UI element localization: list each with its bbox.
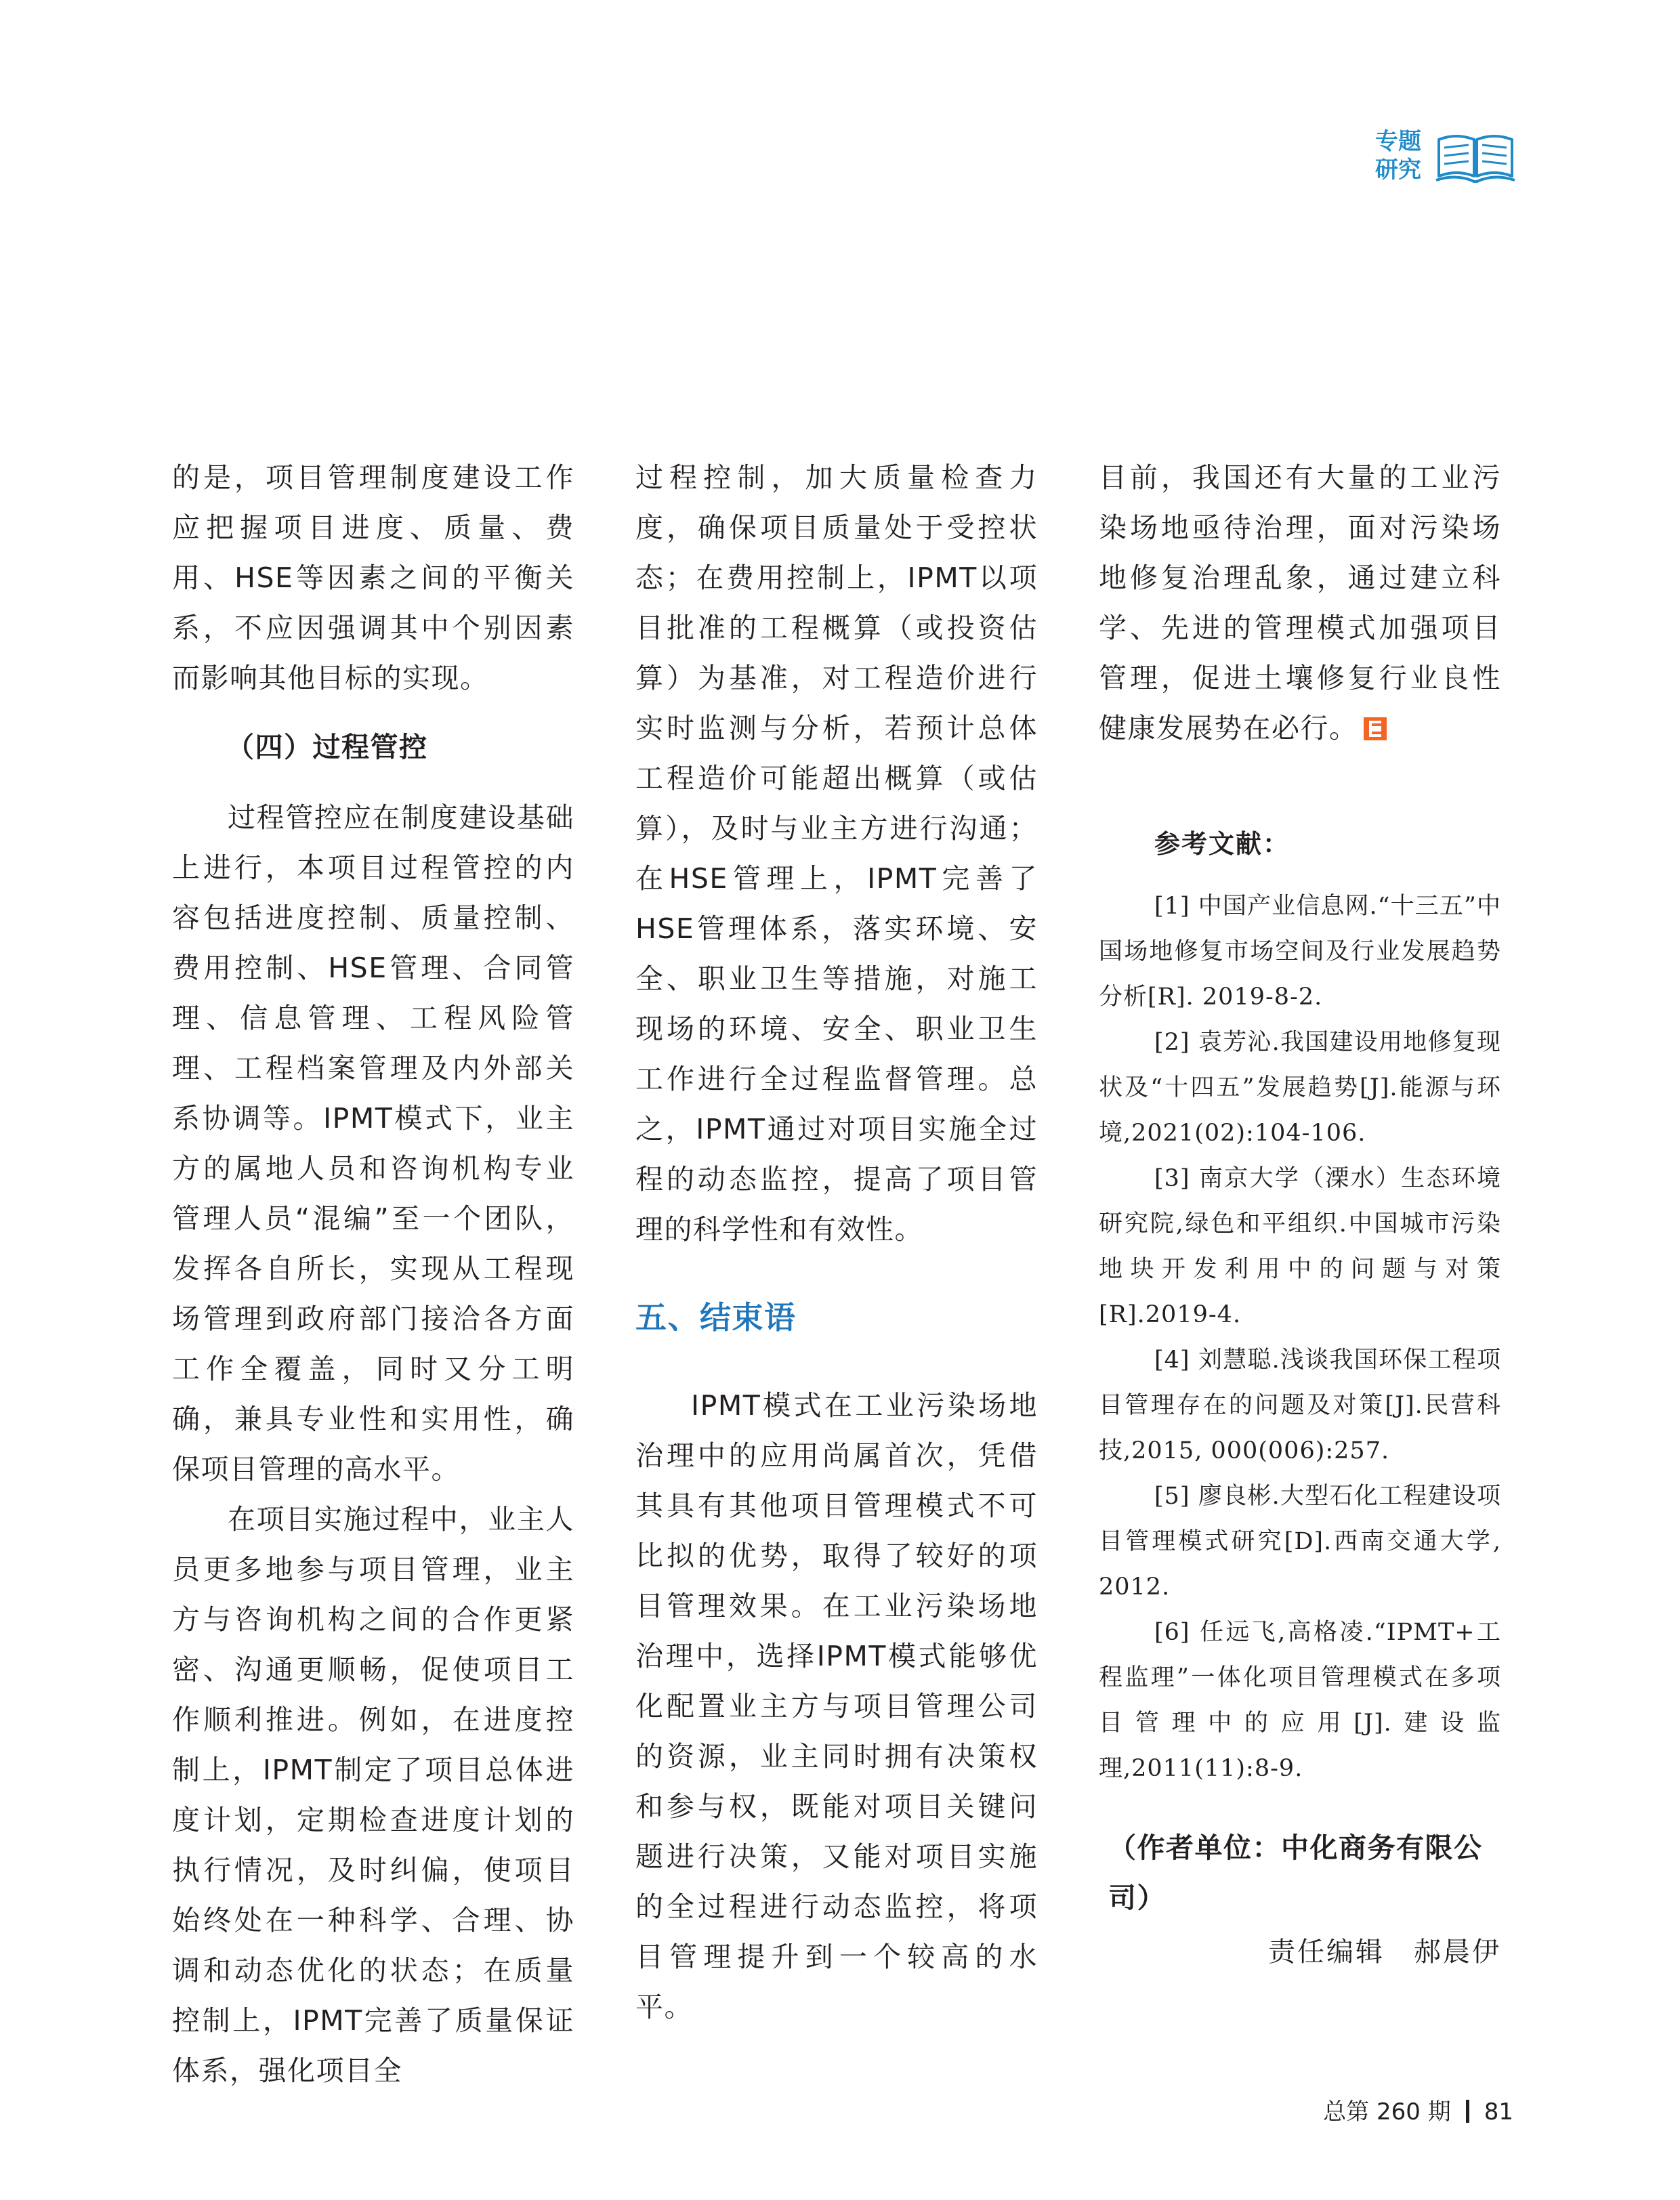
page-footer (1323, 2093, 1513, 2126)
col1-paragraph-3: 在项目实施过程中，业主人员更多地参与项目管理，业主方与咨询机构之间的合作更紧密、沟通更顺畅，促使项目工作顺利推进。例如，在进度控制上，IPMT制定了项目总体进度计划，定期检查进度计划的执行情况，及时纠偏，使项目始终处在一种科学、合理、协调和动态优化的状态；在质量控制上，IPMT完善了质量保证体系，强化项目全 (172, 1503, 574, 2087)
footer-separator (1466, 2100, 1469, 2123)
section-tag-text (1375, 127, 1436, 184)
reference-item: [1] 中国产业信息网.“十三五”中国场地修复市场空间及行业发展趋势分析[R]. 2019-8-2. (1099, 893, 1501, 1011)
references-title: 参考文献： (1154, 828, 1290, 859)
column-2 (635, 452, 1038, 2032)
column-1 (172, 452, 574, 2096)
reference-item: [5] 廖良彬.大型石化工程建设项目管理模式研究[D].西南交通大学, 2012. (1099, 1483, 1501, 1601)
responsible-editor: 责任编辑 郝晨伊 (1268, 1937, 1501, 1968)
section-heading-conclusion: 五、结束语 (635, 1299, 797, 1336)
author-affiliation: （作者单位：中化商务有限公司） (1108, 1832, 1483, 1914)
article-end-icon (1364, 717, 1387, 740)
section-tag-line2: 研究 (1375, 156, 1421, 184)
col2-paragraph-2: IPMT模式在工业污染场地治理中的应用尚属首次，凭借其具有其他项目管理模式不可比拟的优势，取得了较好的项目管理效果。在工业污染场地治理中，选择IPMT模式能够优化配置业主方与项目管理公司的资源，业主同时拥有决策权和参与权，既能对项目关键问题进行决策，又能对项目实施的全过程进行动态监控，将项目管理提升到一个较高的水平。 (635, 1389, 1038, 2023)
col3-paragraph-1 (1099, 452, 1501, 753)
issue-number: 总第 260 期 (1323, 2098, 1451, 2125)
col1-subheading: （四）过程管控 (226, 731, 428, 763)
open-book-icon (1435, 130, 1516, 187)
col1-paragraph-1: 的是，项目管理制度建设工作应把握项目进度、质量、费用、HSE等因素之间的平衡关系，不应因强调其中个别因素而影响其他目标的实现。 (172, 461, 574, 694)
reference-item: [3] 南京大学（溧水）生态环境研究院,绿色和平组织.中国城市污染地块开发利用中的问题与对策[R].2019-4. (1099, 1165, 1501, 1328)
column-3 (1099, 452, 1501, 1977)
page-number: 81 (1484, 2098, 1513, 2125)
reference-item: [6] 任远飞,高格凌.“IPMT+工程监理”一体化项目管理模式在多项目管理中的应用[J].建设监理,2011(11):8-9. (1099, 1619, 1501, 1782)
col3-paragraph-1-text: 目前，我国还有大量的工业污染场地亟待治理，面对污染场地修复治理乱象，通过建立科学、先进的管理模式加强项目管理，促进土壤修复行业良性健康发展势在必行。 (1099, 461, 1501, 744)
section-tag (1375, 127, 1517, 188)
col1-paragraph-2: 过程管控应在制度建设基础上进行，本项目过程管控的内容包括进度控制、质量控制、费用控制、HSE管理、合同管理、信息管理、工程风险管理、工程档案管理及内外部关系协调等。IPMT模式下，业主方的属地人员和咨询机构专业管理人员“混编”至一个团队，发挥各自所长，实现从工程现场管理到政府部门接洽各方面工作全覆盖，同时又分工明确，兼具专业性和实用性，确保项目管理的高水平。 (172, 801, 574, 1485)
reference-item: [2] 袁芳沁.我国建设用地修复现状及“十四五”发展趋势[J].能源与环境,2021(02):104-106. (1099, 1029, 1501, 1147)
col2-paragraph-1: 过程控制，加大质量检查力度，确保项目质量处于受控状态；在费用控制上，IPMT以项目批准的工程概算（或投资估算）为基准，对工程造价进行实时监测与分析，若预计总体工程造价可能超出概算（或估算），及时与业主方进行沟通；在HSE管理上，IPMT完善了HSE管理体系，落实环境、安全、职业卫生等措施，对施工现场的环境、安全、职业卫生工作进行全过程监督管理。总之，IPMT通过对项目实施全过程的动态监控，提高了项目管理的科学性和有效性。 (635, 461, 1038, 1246)
reference-item: [4] 刘慧聪.浅谈我国环保工程项目管理存在的问题及对策[J].民营科技,2015, 000(006):257. (1099, 1347, 1501, 1464)
section-tag-line1: 专题 (1375, 128, 1421, 155)
references (1099, 821, 1501, 1792)
